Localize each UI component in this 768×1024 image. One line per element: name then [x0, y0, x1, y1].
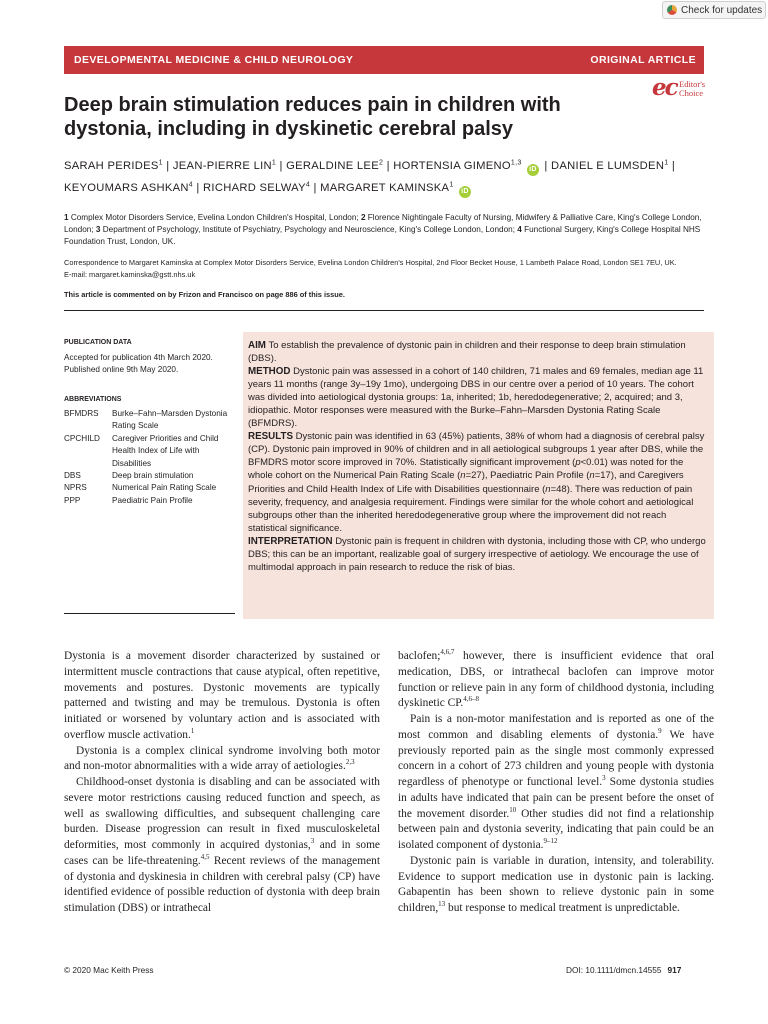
paragraph: baclofen;$^{4,6,7}$ however, there is insufficient evidence that oral medication, DBS, or intrathecal baclofen can improve motor function or relieve pain in any form of childhood dystonia, including dyskinetic CP.$^{4,6-8}$	[398, 648, 714, 710]
citation-ref[interactable]: 1	[190, 726, 195, 735]
abbreviation-row: PPP Paediatric Pain Profile	[64, 495, 193, 505]
editors-choice-mark: ec	[652, 74, 677, 101]
citation-ref[interactable]: 13	[438, 900, 446, 909]
abbreviation-row: BFMDRS Burke–Fahn–Marsden Dystonia Rating Scale	[64, 409, 228, 431]
orcid-icon[interactable]: iD	[527, 164, 539, 176]
abstract-aim: To establish the prevalence of dystonic pain in children and their response to deep brain stimulation (DBS).	[248, 340, 686, 365]
abstract-results: Dystonic pain was identified in 63 (45%) patients, 38% of whom had a diagnosis of cerebral palsy (CP). Dystonic pain improved in 90% of children and in all aetiological subgroups 1 year after DBS, while the BFMDRS motor score improved in 70%. Statistically significant improvement (p<0.01) was noted for the whole cohort on the Numerical Pain Rating Scale (n=27), Paediatric Pain Profile (n=17), and Caregivers Priorities and Child Health Index of Life with Disabilities questionnaire (n=48). There was reduction of pain severity, frequency, and analgesia requirement. Findings were similar for the whole cohort and aetiological subgroups other than the inherited heredodegenerative group where the improvement did not reach statistical significance.	[248, 431, 705, 534]
author[interactable]: SARAH PERIDES$^1$	[64, 159, 163, 172]
comment-note: This article is commented on by Frizon and Francisco on page 886 of this issue.	[64, 290, 345, 299]
article-type: ORIGINAL ARTICLE	[590, 54, 696, 66]
citation-ref[interactable]: 4,6,7	[440, 648, 455, 657]
abbreviation-row: CPCHILD Caregiver Priorities and Child Health Index of Life with Disabilities	[64, 433, 219, 468]
correspondence: Correspondence to Margaret Kaminska at Complex Motor Disorders Service, Evelina London Children's Hospital, 2nd Floor Becket House, 1 Lambeth Palace Road, London SE1 7EU, UK. E-mail: margaret.kaminska@gstt.nhs.uk	[64, 258, 677, 279]
paragraph: Dystonia is a movement disorder characterized by sustained or intermittent muscle contractions that cause atypical, often repetitive, movements and postures. Dystonic movements are typically patterned and twisting and may be tremulous. Dystonia is often initiated or worsened by voluntary action and is associated with overflow muscle activation.$^1$	[64, 650, 380, 741]
abstract-method: Dystonic pain was assessed in a cohort of 140 children, 71 males and 69 females, median age 11 years 11 months (range 3y–19y 1mo), undergoing DBS in our centre over a period of 10 years. The cohort was divided into aetiological dystonia groups: 1a, inherited; 1b, heredodegenerative; 2, acquired; and 3, idiopathic. Motor responses were measured with the Burke–Fahn–Marsden Dystonia Rating Scale (BFMDRS).	[248, 366, 704, 430]
check-for-updates-button[interactable]	[662, 1, 766, 19]
citation-ref[interactable]: 10	[509, 805, 517, 814]
doi-link[interactable]: DOI: 10.1111/dmcn.14555	[566, 965, 662, 975]
abstract-box	[243, 332, 714, 619]
author-list: SARAH PERIDES$^1$ | JEAN-PIERRE LIN$^1$ | GERALDINE LEE$^2$ | HORTENSIA GIMENO$^{1,3}$ iD | DANIEL E LUMSDEN$^1$ | KEYOUMARS ASHKAN$^4$ | RICHARD SELWAY$^4$ | MARGARET KAMINSKA$^1$ iD	[64, 155, 714, 199]
abbreviation-row: DBS Deep brain stimulation	[64, 471, 194, 481]
abstract-aim-label: AIM	[248, 340, 266, 351]
footer-doi	[566, 965, 681, 975]
body-column-left	[64, 649, 380, 917]
copyright: © 2020 Mac Keith Press	[64, 965, 154, 975]
citation-ref[interactable]: 9	[658, 726, 662, 735]
citation-ref[interactable]: 4,5	[200, 852, 210, 861]
citation-ref[interactable]: 3	[602, 774, 606, 783]
author[interactable]: KEYOUMARS ASHKAN$^4$	[64, 181, 193, 194]
journal-header-bar	[64, 46, 704, 74]
citation-ref[interactable]: 4,6–8	[463, 695, 479, 704]
author[interactable]: JEAN-PIERRE LIN$^1$	[172, 159, 277, 172]
correspondence-email[interactable]: E-mail: margaret.kaminska@gstt.nhs.uk	[64, 269, 196, 279]
page-number: 917	[667, 965, 682, 975]
author[interactable]: RICHARD SELWAY$^4$	[203, 181, 311, 194]
editors-choice-text: Editor's Choice	[679, 79, 706, 98]
abstract-interpretation: Dystonic pain is frequent in children with dystonia, including those with CP, who undergo DBS; this can be an important, realizable goal of surgery irrespective of aetiology. We encourage the use of multimodal approach in pain research to reduce the risk of bias.	[248, 535, 706, 573]
affiliations: 1 Complex Motor Disorders Service, Evelina London Children's Hospital, London; 2 Florence Nightingale Faculty of Nursing, Midwifery & Palliative Care, King's College London, London; 3 Department of Psychology, Institute of Psychiatry, Psychology and Neuroscience, King's College London, London; 4 Functional Surgery, King's College Hospital NHS Foundation Trust, London, UK.	[64, 213, 702, 246]
abstract-method-label: METHOD	[248, 366, 291, 378]
paragraph: Dystonic pain is variable in duration, intensity, and tolerability. Evidence to support medication use in dystonic pain is lacking. Gabapentin has been shown to relieve dystonic pain in some children,$^{13}$ but response to medical treatment is unpredictable.	[398, 854, 714, 914]
citation-ref[interactable]: 2,3	[345, 758, 355, 767]
journal-name: DEVELOPMENTAL MEDICINE & CHILD NEUROLOGY	[74, 54, 354, 66]
author[interactable]: DANIEL E LUMSDEN$^1$	[551, 159, 669, 172]
orcid-icon[interactable]: iD	[459, 186, 471, 198]
paragraph: Pain is a non-motor manifestation and is reported as one of the most common and disabling elements of dystonia.$^9$ We have previously reported pain as the single most commonly expressed concern in a cohort of 273 children and young people with dystonia regardless of phenotype or functional level.$^3$ Some dystonia studies in adults have indicated that pain can be present before the onset of the movement disorder.$^{10}$ Other studies did not find a relationship between pain and dystonia severity, indicating that pain could be an isolated component of dystonia.$^{9-12}$	[398, 713, 714, 851]
divider	[64, 310, 704, 311]
paragraph: Childhood-onset dystonia is disabling and can be associated with severe motor restrictions causing reduced function and speech, as well as swallowing difficulties, and subsequent challenging care burden. Disease progression can result in fixed musculoskeletal deformities, most commonly in acquired dystonias,$^3$ and in some cases can be life-threatening.$^{4,5}$ Recent reviews of the management of dystonia and dyskinesia in children with cerebral palsy (CP) have identified evidence of possible reduction of dystonia with deep brain stimulation (DBS) or intrathecal	[64, 776, 380, 914]
abbreviations-heading: ABBREVIATIONS	[64, 396, 122, 403]
author[interactable]: HORTENSIA GIMENO$^{1,3}$	[393, 159, 522, 172]
editors-choice-logo	[652, 74, 712, 102]
abbreviation-row: NPRS Numerical Pain Rating Scale	[64, 483, 217, 493]
article-title: Deep brain stimulation reduces pain in children with dystonia, including in dyskinetic cerebral palsy	[64, 94, 561, 140]
author[interactable]: GERALDINE LEE$^2$	[286, 159, 384, 172]
divider	[64, 613, 235, 614]
citation-ref[interactable]: 3	[310, 837, 315, 846]
paragraph: Dystonia is a complex clinical syndrome involving both motor and non-motor abnormalities with a wide array of aetiologies.$^{2,3}$	[64, 744, 380, 773]
crossmark-icon	[667, 5, 677, 15]
body-column-right	[398, 649, 714, 917]
abbreviations-list	[64, 408, 239, 507]
abstract-interpretation-label: INTERPRETATION	[248, 535, 333, 547]
citation-ref[interactable]: 9–12	[543, 837, 558, 846]
abstract-results-label: RESULTS	[248, 431, 293, 443]
check-for-updates-label: Check for updates	[681, 5, 763, 16]
publication-data: Accepted for publication 4th March 2020. Published online 9th May 2020.	[64, 353, 213, 374]
publication-data-heading: PUBLICATION DATA	[64, 339, 132, 346]
author[interactable]: MARGARET KAMINSKA$^1$	[320, 181, 454, 194]
